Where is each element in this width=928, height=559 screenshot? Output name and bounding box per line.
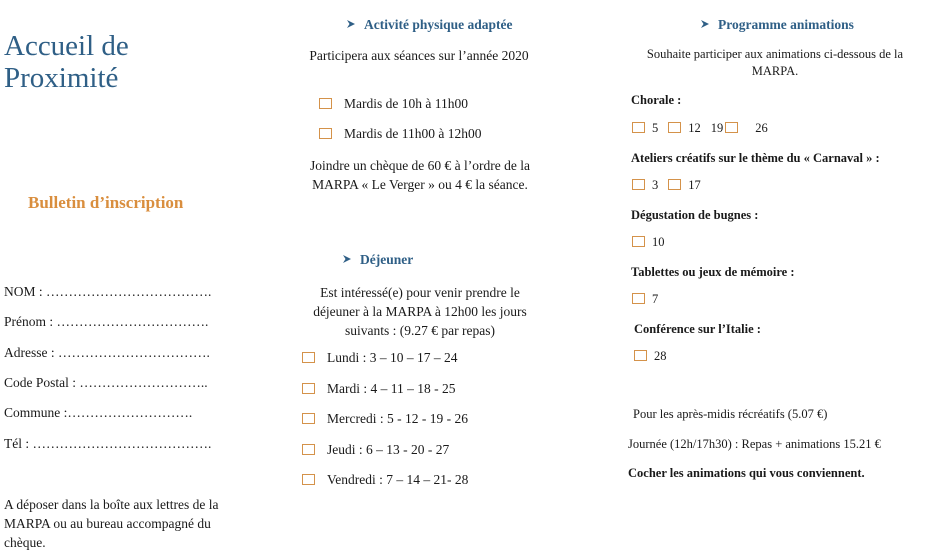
field-prenom[interactable]: Prénom : ……………………………. bbox=[4, 314, 209, 329]
option-conference-28[interactable] bbox=[634, 349, 667, 364]
group-bugnes-options bbox=[632, 235, 675, 250]
lunch-day-jeudi[interactable] bbox=[302, 442, 449, 458]
field-commune[interactable]: Commune :………………………. bbox=[4, 405, 193, 420]
option-label: 26 bbox=[755, 121, 768, 135]
field-tel[interactable]: Tél : …………………………………. bbox=[4, 436, 212, 451]
activity-option-2-label: Mardis de 11h00 à 12h00 bbox=[344, 126, 482, 141]
group-tablettes-label: Tablettes ou jeux de mémoire : bbox=[631, 265, 795, 279]
group-conference-options bbox=[634, 349, 677, 364]
option-label: 12 bbox=[688, 121, 701, 135]
program-heading-text: Programme animations bbox=[718, 17, 854, 32]
activity-option-1[interactable] bbox=[319, 96, 468, 112]
lunch-day-label: Mardi : 4 – 11 – 18 - 25 bbox=[327, 381, 456, 396]
field-adresse[interactable]: Adresse : ……………………………. bbox=[4, 345, 210, 360]
lunch-intro: Est intéressé(e) pour venir prendre le déjeuner à la MARPA à 12h00 les jours suivants : (9.27 € par repas) bbox=[313, 285, 527, 338]
checkbox-icon[interactable] bbox=[632, 179, 645, 190]
checkbox-icon[interactable] bbox=[302, 383, 315, 394]
arrow-bullet-icon bbox=[347, 20, 355, 28]
program-intro: Souhaite participer aux animations ci-dessous de la MARPA. bbox=[646, 47, 904, 78]
page-title bbox=[4, 30, 129, 94]
group-chorale-options bbox=[632, 121, 778, 136]
checkbox-icon[interactable] bbox=[668, 179, 681, 190]
checkbox-icon[interactable] bbox=[632, 122, 645, 133]
group-ateliers-label: Ateliers créatifs sur le thème du « Carnaval » : bbox=[631, 151, 880, 165]
checkbox-icon[interactable] bbox=[302, 413, 315, 424]
checkbox-icon[interactable] bbox=[668, 122, 681, 133]
checkbox-icon[interactable] bbox=[725, 122, 738, 133]
activity-heading bbox=[347, 17, 513, 33]
group-conference-label: Conférence sur l’Italie : bbox=[634, 322, 761, 336]
arrow-bullet-icon bbox=[701, 20, 709, 28]
checkbox-icon[interactable] bbox=[632, 236, 645, 247]
group-tablettes-options bbox=[632, 292, 668, 307]
lunch-heading bbox=[343, 252, 413, 268]
activity-option-1-label: Mardis de 10h à 11h00 bbox=[344, 96, 468, 111]
lunch-day-label: Mercredi : 5 - 12 - 19 - 26 bbox=[327, 411, 468, 426]
group-ateliers-options bbox=[632, 178, 711, 193]
option-chorale-12[interactable] bbox=[668, 121, 701, 136]
lunch-day-mardi[interactable] bbox=[302, 381, 456, 397]
lunch-day-lundi[interactable] bbox=[302, 350, 458, 366]
arrow-bullet-icon bbox=[343, 255, 351, 263]
lunch-day-label: Lundi : 3 – 10 – 17 – 24 bbox=[327, 350, 458, 365]
program-heading bbox=[701, 17, 854, 33]
lunch-day-label: Jeudi : 6 – 13 - 20 - 27 bbox=[327, 442, 450, 457]
lunch-heading-text: Déjeuner bbox=[360, 252, 414, 267]
option-tablettes-7[interactable] bbox=[632, 292, 658, 307]
afternoon-price: Pour les après-midis récréatifs (5.07 €) bbox=[633, 407, 828, 421]
checkbox-icon[interactable] bbox=[319, 98, 332, 109]
option-ateliers-3[interactable] bbox=[632, 178, 658, 193]
group-chorale-label: Chorale : bbox=[631, 93, 682, 107]
option-label: 5 bbox=[652, 121, 659, 135]
activity-payment: Joindre un chèque de 60 € à l’ordre de la MARPA « Le Verger » ou 4 € la séance. bbox=[309, 158, 531, 192]
group-bugnes-label: Dégustation de bugnes : bbox=[631, 208, 759, 222]
option-ateliers-17[interactable] bbox=[668, 178, 701, 193]
option-label: 19 bbox=[710, 121, 724, 135]
checkbox-icon[interactable] bbox=[634, 350, 647, 361]
activity-intro: Participera aux séances sur l’année 2020 bbox=[309, 48, 529, 63]
option-label: 28 bbox=[654, 349, 667, 363]
option-bugnes-10[interactable] bbox=[632, 235, 665, 250]
option-label: 3 bbox=[652, 178, 659, 192]
option-label: 17 bbox=[688, 178, 701, 192]
activity-heading-text: Activité physique adaptée bbox=[364, 17, 513, 32]
checkbox-icon[interactable] bbox=[302, 474, 315, 485]
checkbox-icon[interactable] bbox=[632, 293, 645, 304]
field-code-postal[interactable]: Code Postal : ……………………….. bbox=[4, 375, 208, 390]
deposit-instructions: A déposer dans la boîte aux lettres de la MARPA ou au bureau accompagné du chèque. bbox=[4, 497, 219, 550]
lunch-day-vendredi[interactable] bbox=[302, 472, 468, 488]
tick-instructions: Cocher les animations qui vous conviennent. bbox=[628, 466, 865, 480]
fullday-price: Journée (12h/17h30) : Repas + animations 15.21 € bbox=[628, 437, 881, 451]
checkbox-icon[interactable] bbox=[302, 352, 315, 363]
option-label: 7 bbox=[652, 292, 659, 306]
lunch-day-label: Vendredi : 7 – 14 – 21- 28 bbox=[327, 472, 469, 487]
option-label: 10 bbox=[652, 235, 665, 249]
lunch-day-mercredi[interactable] bbox=[302, 411, 468, 427]
option-chorale-5[interactable] bbox=[632, 121, 658, 136]
title-line-2: Proximité bbox=[4, 62, 119, 94]
checkbox-icon[interactable] bbox=[302, 444, 315, 455]
title-line-1: Accueil de bbox=[4, 30, 129, 62]
field-nom[interactable]: NOM : ………………………………. bbox=[4, 284, 212, 299]
option-chorale-26[interactable] bbox=[755, 121, 768, 136]
option-chorale-19[interactable] bbox=[711, 121, 746, 136]
form-subtitle: Bulletin d’inscription bbox=[28, 193, 184, 212]
activity-option-2[interactable] bbox=[319, 126, 481, 142]
checkbox-icon[interactable] bbox=[319, 128, 332, 139]
